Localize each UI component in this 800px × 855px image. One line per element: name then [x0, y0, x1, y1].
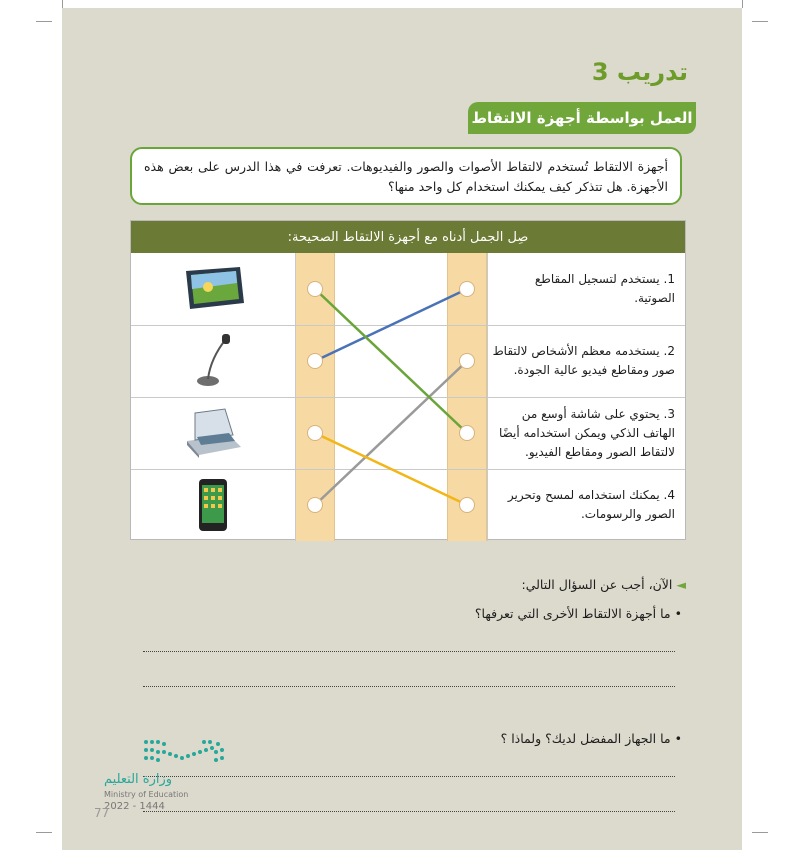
matching-instructions-label: صِل الجمل أدناه مع أجهزة الالتقاط الصحيحة:	[287, 229, 529, 245]
matching-table	[130, 220, 686, 540]
statement-2: 2. يستخدمه معظم الأشخاص لالتقاط صور ومقاطع فيديو عالية الجودة.	[492, 344, 675, 377]
question-1-label: ما أجهزة الالتقاط الأخرى التي تعرفها؟	[474, 606, 671, 621]
ministry-logo	[100, 738, 230, 818]
section-banner	[468, 102, 696, 134]
device-dot-3[interactable]	[308, 426, 322, 440]
ministry-name-en: Ministry of Education	[104, 790, 189, 799]
questions-prompt	[521, 577, 686, 592]
page-number: 77	[94, 806, 110, 820]
statement-3: 3. يحتوي على شاشة أوسع من الهاتف الذكي ويمكن استخدامه أيضًا لالتقاط الصور ومقاطع الفيديو.	[498, 406, 675, 459]
connection-line-4	[315, 433, 467, 505]
exercise-title: تدريب 3	[591, 58, 688, 86]
bullet-icon: •	[674, 606, 682, 621]
device-dot-2[interactable]	[308, 354, 322, 368]
bullet-icon: •	[674, 731, 682, 746]
ministry-logo-dots-icon	[142, 738, 226, 766]
crop-mark-right-top	[752, 21, 768, 22]
crop-mark-right-bottom	[752, 832, 768, 833]
question-2	[501, 731, 682, 746]
connection-line-1	[315, 289, 467, 361]
crop-mark-top-right	[742, 0, 743, 8]
crop-mark-left-bottom	[36, 832, 52, 833]
question-2-label: ما الجهاز المفضل لديك؟ ولماذا ؟	[500, 731, 671, 746]
questions-prompt-label: الآن، أجب عن السؤال التالي:	[521, 577, 673, 592]
edition-year: 2022 - 1444	[104, 801, 165, 812]
statement-dot-2[interactable]	[460, 354, 474, 368]
play-bullet-icon: ◄	[676, 577, 686, 592]
question-1	[475, 606, 682, 621]
crop-mark-left-top	[36, 21, 52, 22]
device-dot-4[interactable]	[308, 498, 322, 512]
statement-dot-4[interactable]	[460, 498, 474, 512]
connection-line-3	[315, 289, 467, 433]
ministry-name-ar: وزارة التعليم	[104, 772, 173, 787]
statement-1: 1. يستخدم لتسجيل المقاطع الصوتية.	[534, 272, 675, 305]
answer-line-2[interactable]	[143, 686, 675, 687]
crop-mark-top-left	[62, 0, 63, 8]
device-dot-1[interactable]	[308, 282, 322, 296]
statement-dot-3[interactable]	[460, 426, 474, 440]
intro-box: أجهزة الالتقاط تُستخدم لالتقاط الأصوات والصور والفيديوهات. تعرفت في هذا الدرس على بعض هذه الأجهزة. هل تتذكر كيف يمكنك استخدام كل واحد منها؟	[130, 147, 682, 205]
connection-lines	[131, 221, 687, 541]
statement-4: 4. يمكنك استخدامه لمسح وتحرير الصور والرسومات.	[507, 488, 675, 521]
connection-line-2	[315, 361, 467, 505]
section-banner-label: العمل بواسطة أجهزة الالتقاط	[471, 109, 693, 127]
answer-line-1[interactable]	[143, 651, 675, 652]
statement-dot-1[interactable]	[460, 282, 474, 296]
